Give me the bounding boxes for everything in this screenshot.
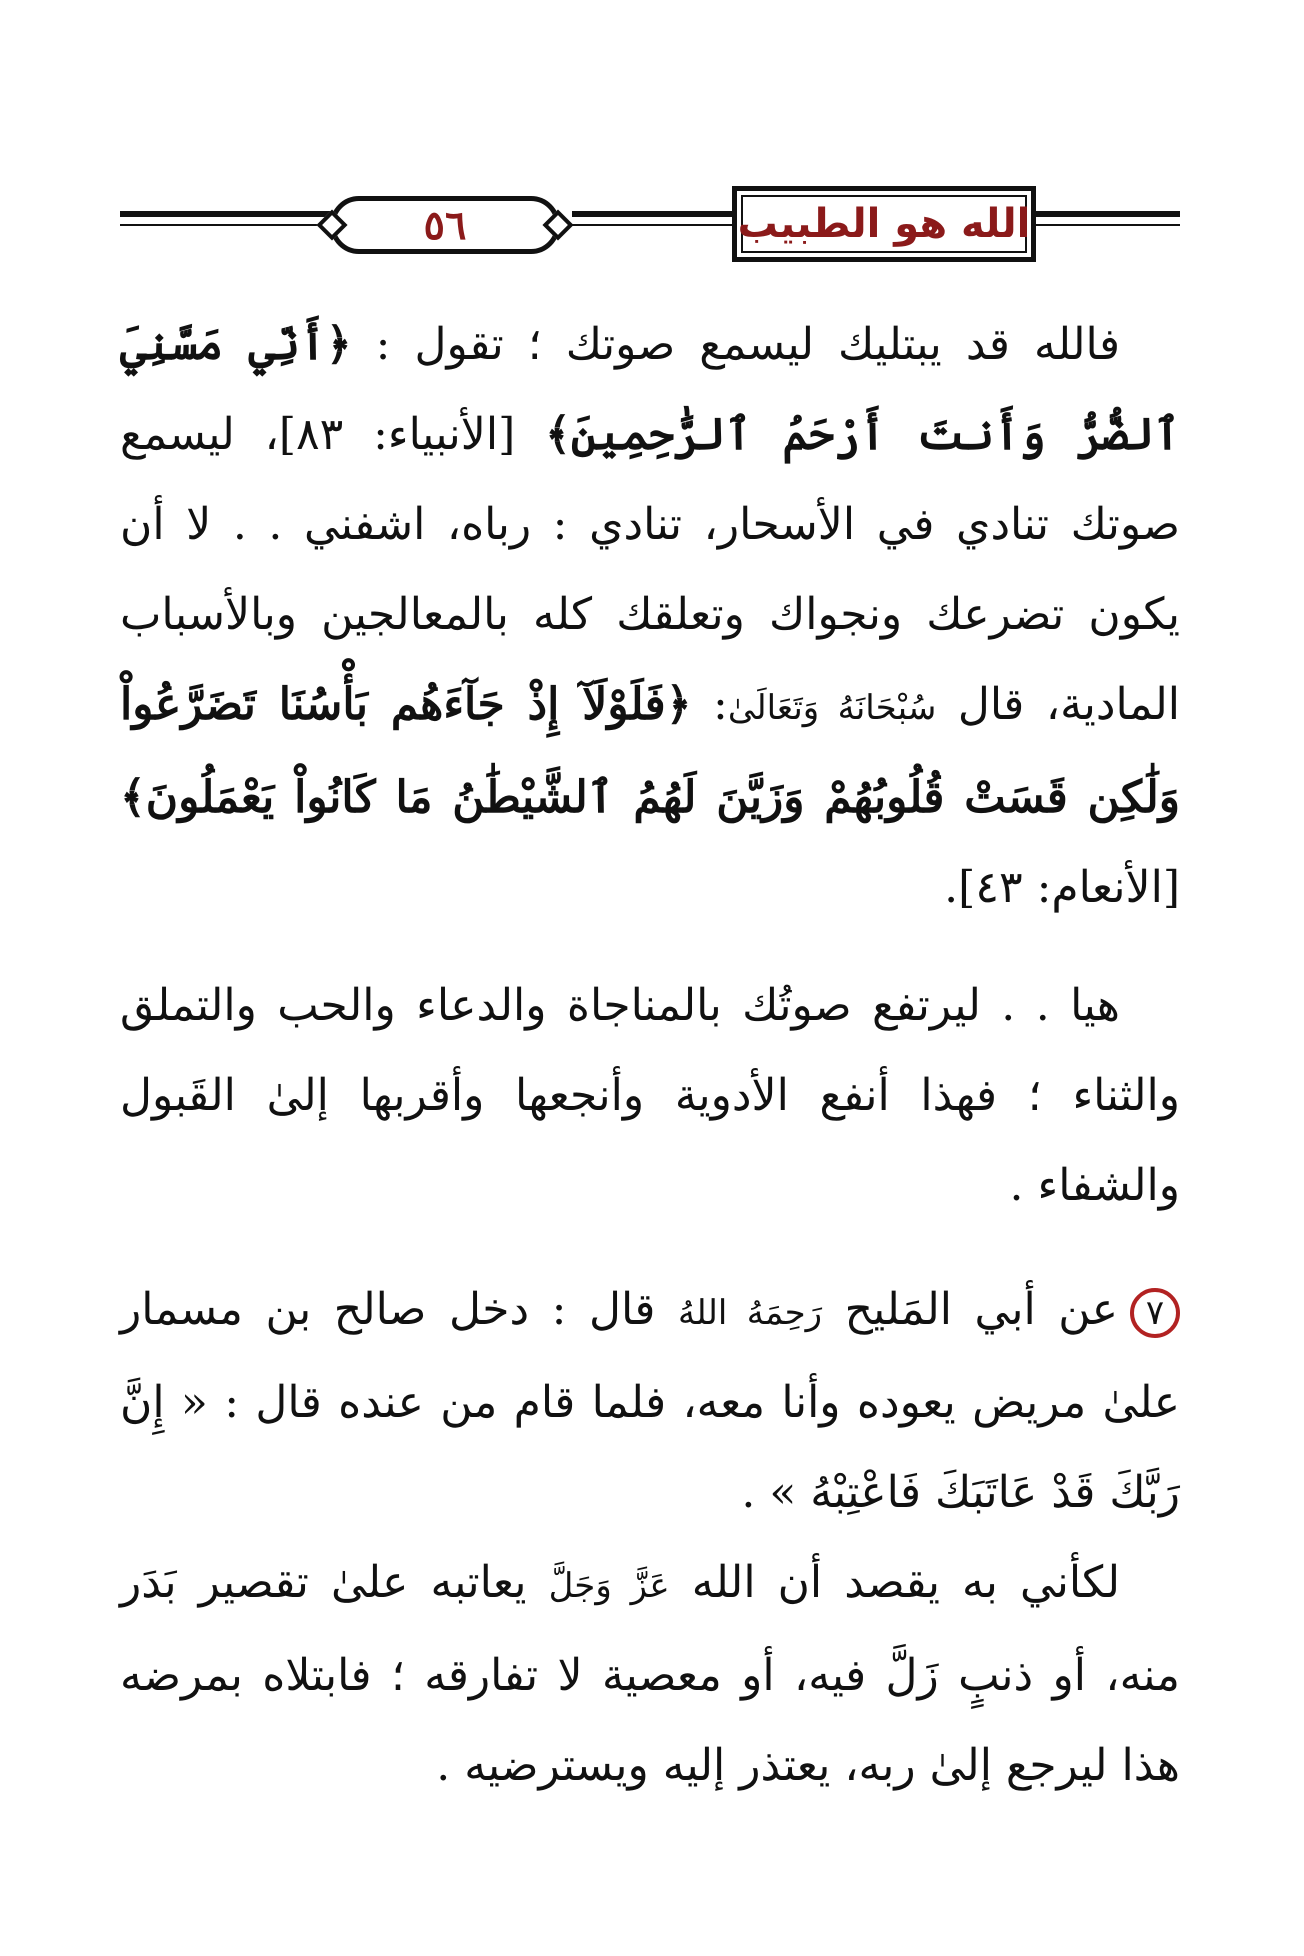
- paragraph-1-text-2: [الأنبياء: ٨٣]، ليسمع صوتك تنادي في الأسحار، تنادي : رباه، اشفني . . لا أن يكون تضرعك ونجواك وتعلقك كله بالمعالجين وبالأسباب المادية، قال: [120, 409, 1180, 730]
- page-header: [120, 186, 1180, 266]
- paragraph-4: [120, 1538, 1180, 1811]
- header-rule-middle-bottom: [572, 224, 737, 226]
- page-number: ٥٦: [423, 201, 467, 249]
- header-rule-left-bottom: [120, 224, 345, 226]
- running-title-frame: [732, 186, 1036, 262]
- header-rule-left-top: [120, 211, 345, 217]
- page-number-frame: [330, 196, 560, 254]
- paragraph-4-text-2: يعاتبه علىٰ تقصير بَدَر منه، أو ذنبٍ زَلَّ فيه، أو معصية لا تفارقه ؛ فابتلاه بمرضه هذا ليرجع إلىٰ ربه، يعتذر إليه ويسترضيه .: [120, 1557, 1181, 1791]
- header-rule-middle-top: [572, 211, 737, 217]
- paragraph-4-text-1: لكأني به يقصد أن الله: [669, 1557, 1120, 1608]
- paragraph-2: هيا . . ليرتفع صوتُك بالمناجاة والدعاء والحب والتملق والثناء ؛ فهذا أنفع الأدوية وأنجعها وأقربها إلىٰ القَبول والشفاء .: [120, 980, 1180, 1211]
- page-body: [120, 300, 1180, 1811]
- quran-verse-anbiya: ﴿أَنِّي مَسَّنِيَ ٱلضُّرُّ وَأَنتَ أَرْحَمُ ٱلرَّٰحِمِينَ﴾: [120, 319, 1180, 460]
- header-rule-right-top: [1032, 211, 1180, 217]
- honorific-rahimahullah: رَحِمَهُ اللهُ: [678, 1293, 823, 1333]
- paragraph-1-text-3: :: [691, 679, 728, 730]
- paragraph-1: [120, 300, 1180, 933]
- header-rule-right-bottom: [1032, 224, 1180, 226]
- quran-verse-anam: ﴿فَلَوْلَآ إِذْ جَآءَهُم بَأْسُنَا تَضَرَّعُواْ وَلَٰكِن قَسَتْ قُلُوبُهُمْ وَزَيَّنَ لَهُمُ ٱلشَّيْطَٰنُ مَا كَانُواْ يَعْمَلُونَ﴾: [120, 679, 1180, 823]
- paragraph-3-text-1: عن أبي المَليح: [822, 1284, 1119, 1335]
- running-title: الله هو الطبيب: [737, 201, 1031, 247]
- honorific-azza-wajal: عَزَّ وَجَلَّ: [548, 1566, 670, 1606]
- paragraph-3-text-2: قال : دخل صالح بن مسمار علىٰ مريض يعوده وأنا معه، فلما قام من عنده قال : « إِنَّ رَبَّكَ قَدْ عَاتَبَكَ فَاعْتِبْهُ » .: [120, 1284, 1180, 1518]
- paragraph-3: [120, 1265, 1180, 1538]
- item-number-marker: ٧: [1130, 1288, 1180, 1338]
- paragraph-1-text-4: [الأنعام: ٤٣].: [944, 862, 1180, 913]
- honorific-subhanahu: سُبْحَانَهُ وَتَعَالَىٰ: [727, 688, 937, 728]
- paragraph-1-text-1: فالله قد يبتليك ليسمع صوتك ؛ تقول :: [351, 319, 1120, 370]
